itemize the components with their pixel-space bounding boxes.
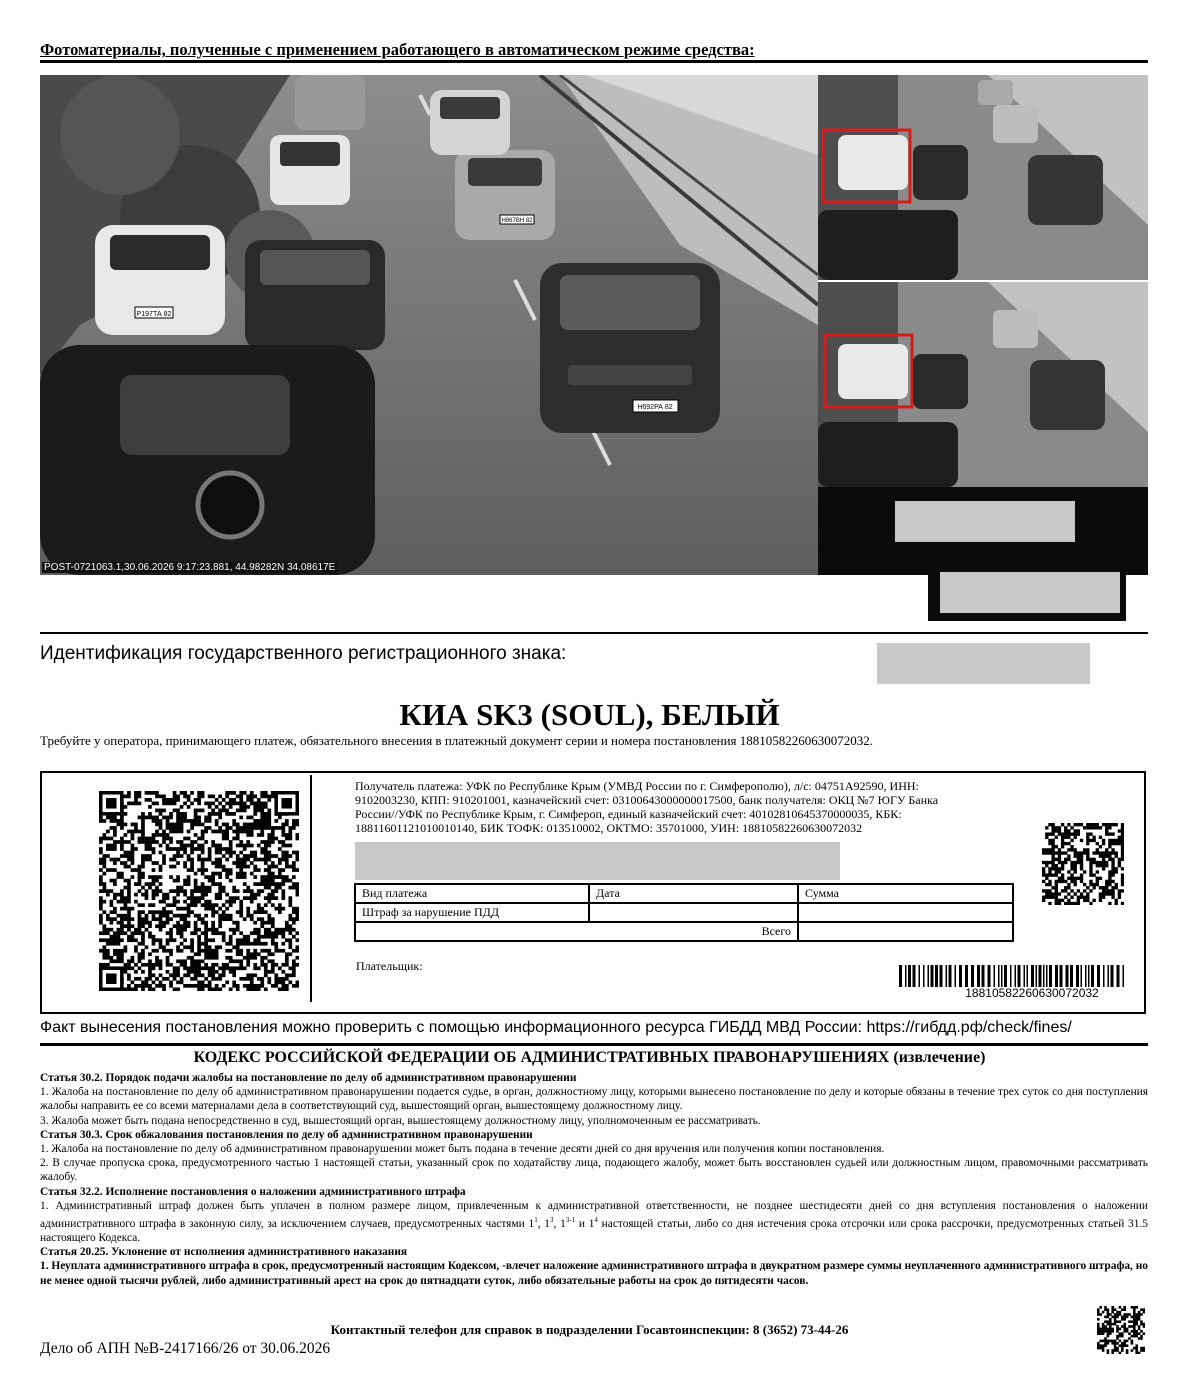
law-excerpt <box>40 1071 1148 1288</box>
total-value <box>798 922 1013 941</box>
payer-redaction <box>355 842 840 880</box>
plate-car-left: Р197ТА 82 <box>136 311 172 318</box>
article-title: Статья 30.3. Срок обжалования постановления по делу об административном правонарушении <box>40 1128 533 1141</box>
recipient-line: 9102003230, КПП: 910201001, казначейский счет: 03100643000000017500, банк получателя: ОКЦ №7 ЮГУ Банка <box>355 793 939 807</box>
header-rule <box>40 60 1148 63</box>
photo-section-title: Фотоматериалы, полученные с применением работающего в автоматическом режиме средства: <box>40 40 755 59</box>
plate-sedan-top: Н867ВН 82 <box>501 218 533 224</box>
payment-table <box>354 883 1014 942</box>
identification-label: Идентификация государственного регистрационного знака: <box>40 643 567 664</box>
codex-title: КОДЕКС РОССИЙСКОЙ ФЕДЕРАЦИИ ОБ АДМИНИСТРАТИВНЫХ ПРАВОНАРУШЕНИЯХ (извлечение) <box>193 1049 986 1066</box>
barcode-number: 18810582260630072032 <box>965 986 1099 1000</box>
recipient-details <box>355 779 965 835</box>
table-row <box>355 903 1013 922</box>
recipient-line: России//УФК по Республике Крым, г. Симфероп, единый казначейский счет: 40102810645370000035, КБК: <box>355 807 902 821</box>
contact-phone: Контактный телефон для справок в подразделении Госавтоинспекции: 8 (3652) 73-44-26 <box>330 1322 849 1337</box>
car-far-3 <box>295 75 365 130</box>
datamatrix-code-icon <box>1042 823 1124 905</box>
column-header-sum: Сумма <box>798 884 1013 903</box>
case-number: Дело об АПН №В-2417166/26 от 30.06.2026 <box>40 1340 331 1357</box>
column-header-type: Вид платежа <box>355 884 589 903</box>
barcode-icon <box>897 965 1129 987</box>
car-suv-main <box>540 263 720 433</box>
column-header-date: Дата <box>589 884 798 903</box>
payer-label: Плательщик: <box>356 959 423 973</box>
photo-caption: POST-0721063.1,30.06.2026 9:17:23.881, 44.98282N 34.08617E <box>44 562 336 573</box>
article-paragraph: 1. Жалоба на постановление по делу об административном правонарушении подается судье, в орган, должностному лицу, которыми вынесено постановление по делу и которые обязаны в течение трех суток со дня поступления жалобы направить ее со всеми материалами дела в соответствующий суд, вышестоящий орган, вышестоящему должностному лицу. <box>40 1086 1148 1113</box>
car-white-left <box>95 225 225 335</box>
article-paragraph: 1. Неуплата административного штрафа в срок, предусмотренный настоящим Кодексом, -влечет наложение административного штрафа в двукратном размере суммы неуплаченного административного штрафа, но не менее одной тысячи рублей, либо административный арест на срок до пятнадцати суток, либо обязательные работы на срок до пятидесяти часов. <box>40 1260 1148 1287</box>
car-far-1 <box>430 90 510 155</box>
article-paragraph: 3. Жалоба может быть подана непосредственно в суд, вышестоящий орган, вышестоящему должностному лицу, уполномоченным ее рассматривать. <box>40 1114 761 1127</box>
vehicle-description: КИА SK3 (SOUL), БЕЛЫЙ <box>399 697 780 732</box>
car-dark-center <box>245 240 385 350</box>
article-title: Статья 30.2. Порядок подачи жалобы на постановление по делу об административном правонарушении <box>40 1072 577 1084</box>
car-far-2 <box>270 135 350 205</box>
car-sedan-top <box>455 150 555 240</box>
cell-payment-type: Штраф за нарушение ПДД <box>355 903 589 922</box>
divider <box>40 632 1148 634</box>
table-header-row <box>355 884 1013 903</box>
qr-code-icon <box>99 791 299 991</box>
car-dark-foreground <box>40 345 375 575</box>
plate-suv-main: Н692РА 82 <box>637 404 673 411</box>
qr-code-bottom-icon <box>1097 1306 1145 1354</box>
main-camera-photo <box>40 75 818 575</box>
side-photo-2 <box>818 282 1148 487</box>
recipient-line: 18811601121010010140, БИК ТОФК: 013510002, ОКТМО: 35701000, УИН: 18810582260630072032 <box>355 821 863 835</box>
article-title: Статья 32.2. Исполнение постановления о наложении административного штрафа <box>40 1185 466 1198</box>
qr-code-frame <box>44 775 312 1002</box>
redaction-mask-2 <box>940 572 1120 613</box>
codex-rule <box>40 1043 1148 1046</box>
article-paragraph: 1. Административный штраф должен быть уплачен в полном размере лицом, привлеченным к административной ответственности, не позднее шестидесяти дней со дня вступления постановления о наложении административного штрафа в законную силу, за исключением случаев, предусмотренных частями $1^1$, $1^3$, 1$^{3-1}$ и $1^4$ настоящей статьи, либо со дня истечения срока отсрочки или срока рассрочки, предусмотренных статьей 31.5 настоящего Кодекса. <box>40 1199 1148 1245</box>
side-photo-1 <box>818 75 1148 280</box>
cell-sum <box>798 903 1013 922</box>
article-paragraph: 1. Жалоба на постановление по делу об административном правонарушении может быть подана в течение десяти дней со дня вручения или получения копии постановления. <box>40 1143 885 1156</box>
payment-requirement-note: Требуйте у оператора, принимающего платеж, обязательного внесения в платежный документ серии и номера постановления 18810582260630072032. <box>40 733 874 748</box>
payment-receipt <box>40 771 1146 1014</box>
cell-date <box>589 903 798 922</box>
total-label: Всего <box>355 922 798 941</box>
recipient-line: Получатель платежа: УФК по Республике Крым (УМВД России по г. Симферополю), л/с: 04751А92590, ИНН: <box>355 779 919 793</box>
redaction-mask-1 <box>895 501 1075 542</box>
article-paragraph: 2. В случае пропуска срока, предусмотренного частью 1 настоящей статьи, указанный срок по ходатайству лица, подающего жалобу, может быть восстановлен судьей или должностным лицом, правомочными рассматривать жалобу. <box>40 1157 1148 1184</box>
online-check-notice: Факт вынесения постановления можно проверить с помощью информационного ресурса ГИБДД МВД России: https://гибдд.рф/check/fines/ <box>40 1019 1072 1036</box>
plate-redaction <box>877 643 1090 684</box>
table-total-row <box>355 922 1013 941</box>
article-title: Статья 20.25. Уклонение от исполнения административного наказания <box>40 1246 408 1259</box>
